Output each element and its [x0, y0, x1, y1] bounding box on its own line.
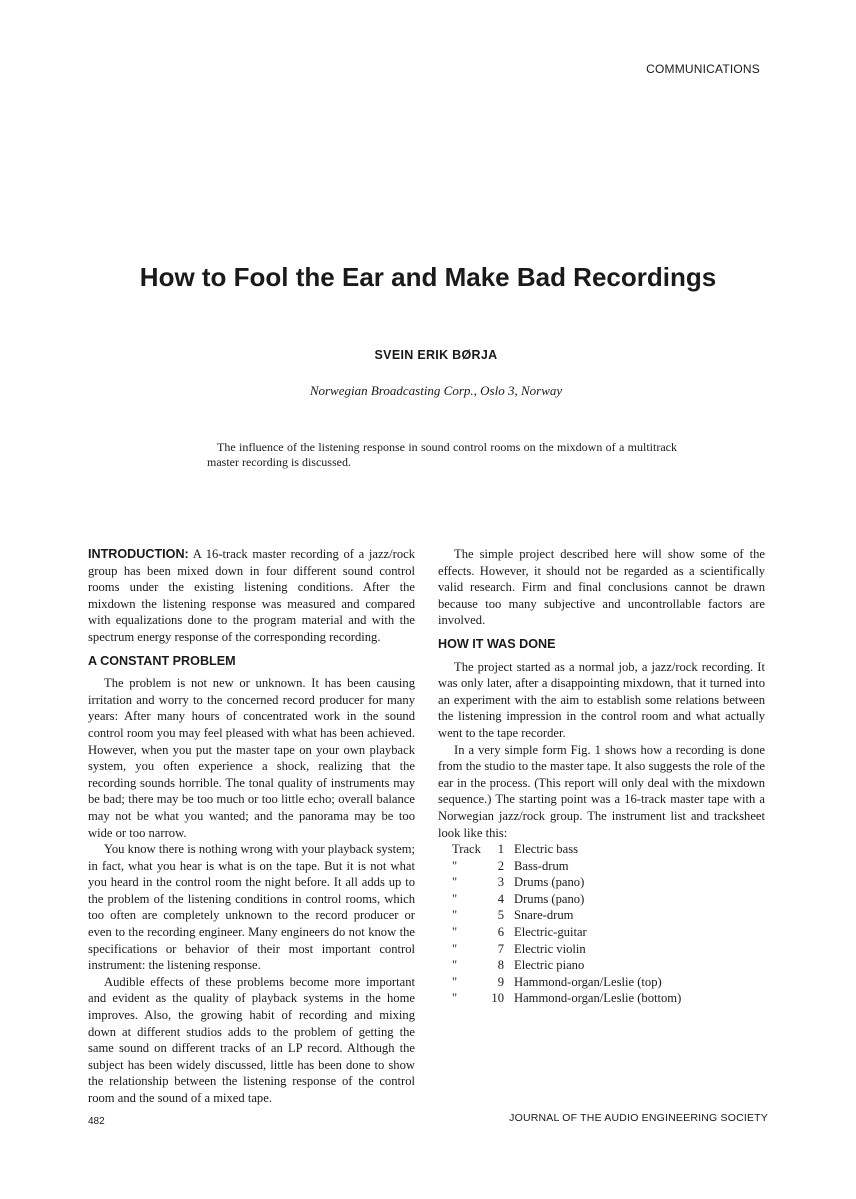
section-label: COMMUNICATIONS [646, 62, 760, 76]
track-row [438, 907, 765, 924]
intro-text: A 16-track master recording of a jazz/rock group has been mixed down in four different sound control rooms under the existing listening conditions. After the mixdown the listening response was measured and compared with equalizations done to the program material and with the spectrum energy response of the corresponding recording. [88, 547, 415, 644]
abstract: The influence of the listening response in sound control rooms on the mixdown of a multitrack master recording is discussed. [207, 440, 677, 469]
track-number: 1 [497, 842, 504, 857]
heading-how-it-was-done: HOW IT WAS DONE [438, 636, 556, 651]
track-instrument: Hammond-organ/Leslie (bottom) [514, 991, 682, 1006]
track-instrument: Drums (pano) [514, 875, 585, 890]
track-label: " [452, 891, 458, 906]
track-label: " [452, 858, 458, 873]
track-number: 9 [497, 974, 504, 989]
track-number: 7 [497, 941, 504, 956]
track-number: 4 [497, 891, 504, 906]
track-instrument: Hammond-organ/Leslie (top) [514, 974, 662, 989]
heading-constant-problem: A CONSTANT PROBLEM [88, 653, 236, 668]
track-instrument: Electric violin [514, 941, 586, 956]
intro-paragraph [88, 546, 415, 646]
track-row [438, 858, 765, 875]
right-column-content [438, 546, 765, 1007]
paragraph: The project started as a normal job, a jazz/rock recording. It was only later, after a disappointing mixdown, that it turned into an experiment with the aim to establish some relations between the listening impression in the control room and what actually went to the tape recorder. [438, 659, 765, 740]
track-row [438, 841, 765, 858]
paragraph: The simple project described here will show some of the effects. However, it should not be regarded as a scientifically valid research. Firm and final conclusions cannot be drawn because too many subjective and uncontrollable factors are involved. [438, 547, 765, 628]
track-label: " [452, 991, 458, 1006]
track-number: 3 [497, 875, 504, 890]
track-instrument: Bass-drum [514, 858, 569, 873]
intro-lead: INTRODUCTION: [88, 547, 189, 561]
track-row [438, 941, 765, 958]
left-column [88, 546, 415, 1107]
page-number: 482 [88, 1116, 105, 1127]
track-label: " [452, 908, 458, 923]
track-row [438, 874, 765, 891]
track-label: " [452, 941, 458, 956]
article-title: How to Fool the Ear and Make Bad Recordings [139, 262, 717, 292]
track-instrument: Drums (pano) [514, 891, 585, 906]
author-name: SVEIN ERIK BØRJA [374, 348, 498, 362]
paragraph: Audible effects of these problems become more important and evident as the quality of playback systems in the home improves. Also, the growing habit of recording and mixing down at different studios adds to the problem of getting the same sound on different tracks of an LP record. Although the subject has been widely discussed, little has been done to show the relationship between the listening response of the control room and the sound of a mixed tape. [88, 974, 415, 1105]
track-instrument: Electric-guitar [514, 925, 587, 940]
track-number: 8 [497, 958, 504, 973]
paragraph: You know there is nothing wrong with your playback system; in fact, what you hear is what is on the tape. But it is not what you heard in the control room the night before. It all adds up to the problem of the listening conditions in control rooms, which too often are completely unknown to the record producer or even to the recording engineer. Many engineers do not know the specifications or behavior of their most important control instrument: the listening response. [88, 842, 415, 973]
track-label: " [452, 875, 458, 890]
track-row [438, 990, 765, 1007]
track-number: 5 [497, 908, 504, 923]
track-row [438, 974, 765, 991]
track-label: Track [452, 842, 481, 857]
track-list [438, 841, 765, 1007]
track-instrument: Electric piano [514, 958, 585, 973]
track-label: " [452, 925, 458, 940]
paragraph: In a very simple form Fig. 1 shows how a recording is done from the studio to the master tape. It also suggests the role of the ear in the process. (This report will only deal with the mixdown sequence.) The starting point was a 16-track master tape with a Norwegian jazz/rock group. The instrument list and tracksheet look like this: [438, 742, 765, 840]
track-row [438, 924, 765, 941]
track-instrument: Electric bass [514, 842, 578, 857]
track-number: 6 [497, 925, 504, 940]
track-instrument: Snare-drum [514, 908, 574, 923]
track-number: 10 [491, 991, 504, 1006]
track-label: " [452, 974, 458, 989]
track-row [438, 891, 765, 908]
track-number: 2 [497, 858, 504, 873]
paragraph: The problem is not new or unknown. It has been causing irritation and worry to the concerned record producer for many years: After many hours of concentrated work in the sound control room you may feel pleased with what has been achieved. However, when you put the master tape on your own playback system, you often experience a shock, realizing that the recording sounds horrible. The tonal quality of instruments may be bad; there may be too much or too little echo; overall balance may not be what you wanted; and the panorama may be too wide or too narrow. [88, 676, 415, 840]
author-affiliation: Norwegian Broadcasting Corp., Oslo 3, Norway [309, 383, 563, 398]
track-label: " [452, 958, 458, 973]
journal-name: JOURNAL OF THE AUDIO ENGINEERING SOCIETY [509, 1112, 768, 1124]
track-row [438, 957, 765, 974]
